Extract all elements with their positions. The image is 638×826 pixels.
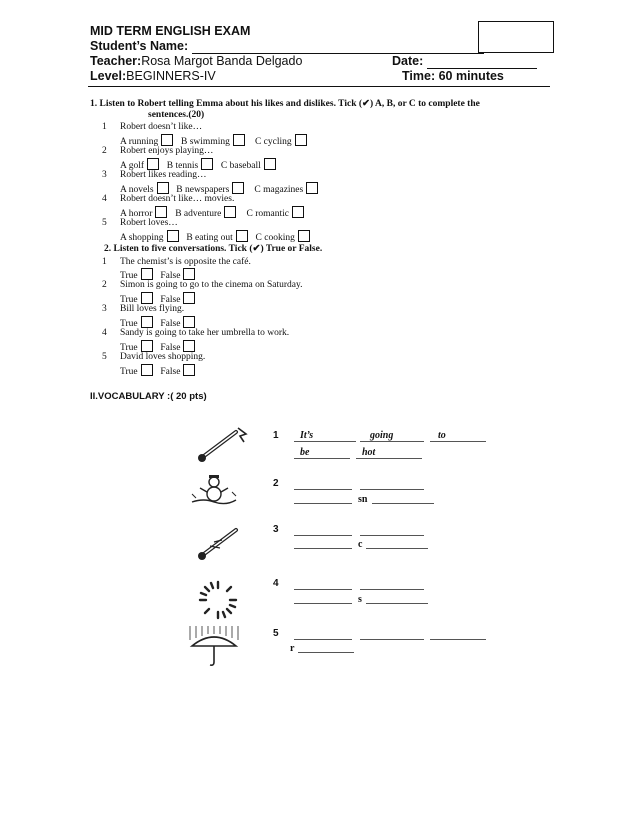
sun-icon xyxy=(196,578,240,622)
s1-q4-options: A horror B adventure C romantic xyxy=(120,206,307,220)
vocab-5-blank-2[interactable] xyxy=(360,639,424,640)
s1-q1-a-checkbox[interactable] xyxy=(161,134,173,146)
s1-q2-b-checkbox[interactable] xyxy=(201,158,213,170)
vocab-1-word-1: It’s xyxy=(300,430,314,441)
s2-q5-false-checkbox[interactable] xyxy=(183,364,195,376)
level-row xyxy=(90,69,216,84)
s2-q5-text: 5 David loves shopping. xyxy=(102,352,206,362)
vocab-1-word-2: going xyxy=(370,430,394,441)
s1-q2-c-checkbox[interactable] xyxy=(264,158,276,170)
s2-q2-false-checkbox[interactable] xyxy=(183,292,195,304)
s2-q2-options: True False xyxy=(120,292,198,306)
vocab-4-blank-1[interactable] xyxy=(294,589,352,590)
vocab-4-blank-2[interactable] xyxy=(360,589,424,590)
s1-q4-b-checkbox[interactable] xyxy=(224,206,236,218)
header-divider xyxy=(88,86,550,87)
s1-q3-c-checkbox[interactable] xyxy=(306,182,318,194)
s1-q4-stem: 4 Robert doesn’t like… movies. xyxy=(102,194,235,204)
vocab-2-blank-4[interactable] xyxy=(372,503,434,504)
s1-q2-a-checkbox[interactable] xyxy=(147,158,159,170)
teacher-label: Teacher: xyxy=(90,54,142,68)
s2-q5-true-checkbox[interactable] xyxy=(141,364,153,376)
vocab-4-number: 4 xyxy=(273,578,279,589)
s1-q3-options: A novels B newspapers C magazines xyxy=(120,182,321,196)
vocab-5-hint: r xyxy=(290,643,295,654)
s2-q1-false-checkbox[interactable] xyxy=(183,268,195,280)
s2-q4-text: 4 Sandy is going to take her umbrella to work. xyxy=(102,328,290,338)
section1-instruction-cont: sentences.(20) xyxy=(148,110,205,120)
vocab-2-blank-2[interactable] xyxy=(360,489,424,490)
vocab-4-blank-4[interactable] xyxy=(366,603,428,604)
vocab-4-hint: s xyxy=(358,594,362,605)
s1-q1-stem: 1 Robert doesn’t like… xyxy=(102,122,203,132)
vocab-1-word-4: be xyxy=(300,447,310,458)
teacher-row xyxy=(90,54,302,69)
s1-q5-a-checkbox[interactable] xyxy=(167,230,179,242)
vocab-2-number: 2 xyxy=(273,478,279,489)
s1-q2-options: A golf B tennis C baseball xyxy=(120,158,279,172)
vocab-1-word-3: to xyxy=(438,430,446,441)
score-box xyxy=(478,21,554,53)
vocab-4-blank-3[interactable] xyxy=(294,603,352,604)
s1-q2-stem: 2 Robert enjoys playing… xyxy=(102,146,214,156)
s2-q2-true-checkbox[interactable] xyxy=(141,292,153,304)
s1-q5-b-checkbox[interactable] xyxy=(236,230,248,242)
umbrella-rain-icon xyxy=(186,624,242,668)
exam-title: MID TERM ENGLISH EXAM xyxy=(90,24,251,38)
teacher-name: Rosa Margot Banda Delgado xyxy=(141,54,303,68)
s1-q1-c-checkbox[interactable] xyxy=(295,134,307,146)
snowman-icon xyxy=(188,472,240,506)
level-label: Level: xyxy=(90,69,127,83)
thermometer-hot-icon xyxy=(194,422,254,464)
s1-q5-options: A shopping B eating out C cooking xyxy=(120,230,313,244)
s1-q1-options: A running B swimming C cycling xyxy=(120,134,310,148)
s1-q4-c-checkbox[interactable] xyxy=(292,206,304,218)
vocab-5-blank-4[interactable] xyxy=(298,652,354,653)
s2-q5-options: True False xyxy=(120,364,198,378)
s2-q1-true-checkbox[interactable] xyxy=(141,268,153,280)
vocab-3-blank-2[interactable] xyxy=(360,535,424,536)
s2-q3-false-checkbox[interactable] xyxy=(183,316,195,328)
vocab-2-blank-3[interactable] xyxy=(294,503,352,504)
date-label: Date: xyxy=(392,54,424,68)
date-row xyxy=(392,54,537,69)
s1-q3-stem: 3 Robert likes reading… xyxy=(102,170,207,180)
s2-q2-text: 2 Simon is going to go to the cinema on Saturday. xyxy=(102,280,303,290)
time-text: Time: 60 minutes xyxy=(402,69,504,83)
s2-q1-text: 1 The chemist’s is opposite the café. xyxy=(102,257,251,267)
thermometer-cold-icon xyxy=(194,520,254,562)
level-value: BEGINNERS-IV xyxy=(126,69,216,83)
student-name-row xyxy=(90,39,484,54)
s2-q4-true-checkbox[interactable] xyxy=(141,340,153,352)
vocab-2-hint: sn xyxy=(358,494,368,505)
vocab-3-blank-1[interactable] xyxy=(294,535,352,536)
vocab-1-number: 1 xyxy=(273,430,279,441)
vocab-3-blank-4[interactable] xyxy=(366,548,428,549)
s1-q1-b-checkbox[interactable] xyxy=(233,134,245,146)
s1-q4-a-checkbox[interactable] xyxy=(155,206,167,218)
s1-q3-a-checkbox[interactable] xyxy=(157,182,169,194)
vocab-1-word-5: hot xyxy=(362,447,376,458)
section2-instruction: 2. Listen to five conversations. Tick (✔) True or False. xyxy=(104,244,323,254)
s2-q3-text: 3 Bill loves flying. xyxy=(102,304,185,314)
check-mark-icon: ✔ xyxy=(252,244,261,254)
s2-q4-options: True False xyxy=(120,340,198,354)
vocabulary-title: II.VOCABULARY :( 20 pts) xyxy=(90,391,207,402)
check-mark-icon: ✔ xyxy=(362,99,370,109)
s1-q5-stem: 5 Robert loves… xyxy=(102,218,178,228)
vocab-5-blank-1[interactable] xyxy=(294,639,352,640)
s1-q3-b-checkbox[interactable] xyxy=(232,182,244,194)
vocab-3-blank-3[interactable] xyxy=(294,548,352,549)
s2-q4-false-checkbox[interactable] xyxy=(183,340,195,352)
student-name-label: Student’s Name: xyxy=(90,39,189,53)
vocab-3-hint: c xyxy=(358,539,363,550)
vocab-3-number: 3 xyxy=(273,524,279,535)
s2-q3-true-checkbox[interactable] xyxy=(141,316,153,328)
s2-q1-options: True False xyxy=(120,268,198,282)
vocab-2-blank-1[interactable] xyxy=(294,489,352,490)
vocab-5-number: 5 xyxy=(273,628,279,639)
section1-instruction: 1. Listen to Robert telling Emma about his likes and dislikes. Tick (✔) A, B, or C to complete the xyxy=(90,99,480,109)
s2-q3-options: True False xyxy=(120,316,198,330)
s1-q5-c-checkbox[interactable] xyxy=(298,230,310,242)
vocab-5-blank-3[interactable] xyxy=(430,639,486,640)
